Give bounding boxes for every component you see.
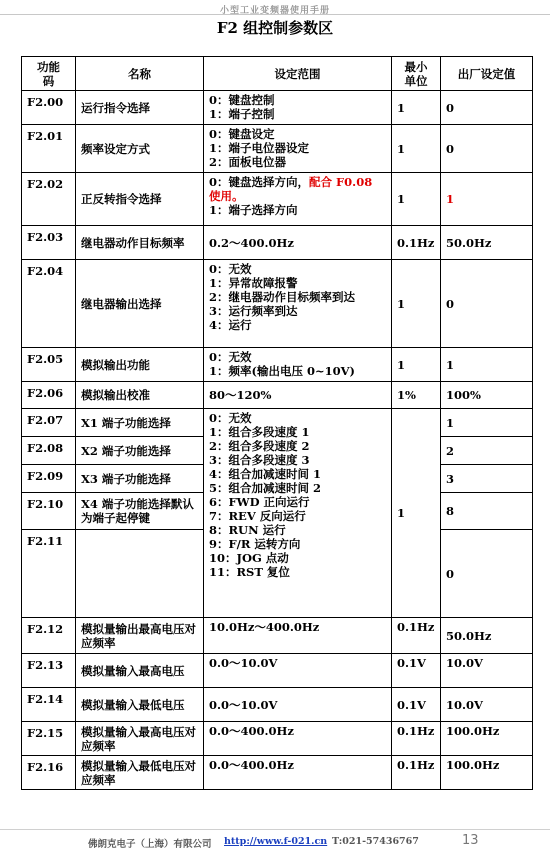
range-line: 2：继电器动作目标频率到达	[209, 290, 356, 304]
col-header-code	[22, 57, 76, 91]
row-code: F2.04	[22, 260, 76, 348]
row-range	[204, 91, 392, 125]
range-line: 0：无效	[209, 411, 252, 425]
table-row	[22, 382, 533, 409]
row-range	[204, 382, 392, 409]
row-code: F2.12	[22, 618, 76, 654]
row-code: F2.10	[22, 493, 76, 530]
range-line: 0.2～400.0Hz	[209, 235, 294, 250]
row-name: 模拟输出功能	[76, 348, 204, 382]
range-line: 10：JOG 点动	[209, 551, 289, 565]
row-range	[204, 688, 392, 722]
row-default: 10.0V	[441, 654, 533, 688]
page-number: 13	[462, 833, 479, 848]
row-name: 模拟量输入最高电压对应频率	[76, 722, 204, 756]
table-row	[22, 348, 533, 382]
col-header-default: 出厂设定值	[441, 57, 533, 91]
row-unit: 1	[392, 91, 441, 125]
row-default: 10.0V	[441, 688, 533, 722]
x-terminal-range	[204, 409, 392, 618]
range-line: 1：端子控制	[209, 107, 275, 121]
range-line: 7：REV 反向运行	[209, 509, 306, 523]
row-name: 模拟输出校准	[76, 382, 204, 409]
table-row	[22, 722, 533, 756]
row-unit: 0.1Hz	[392, 618, 441, 654]
row-default: 0	[441, 530, 533, 618]
col-header-unit-text: 最小单位	[404, 59, 428, 88]
row-code: F2.14	[22, 688, 76, 722]
range-line: 9：F/R 运转方向	[209, 537, 301, 551]
range-line: 1：频率(输出电压 0~10V)	[209, 364, 355, 378]
row-range	[204, 260, 392, 348]
table-header-row	[22, 57, 533, 91]
row-code: F2.00	[22, 91, 76, 125]
row-code: F2.09	[22, 465, 76, 493]
row-name: 正反转指令选择	[76, 173, 204, 226]
range-line: 0.0～400.0Hz	[209, 758, 294, 772]
range-line: 0.0～400.0Hz	[209, 724, 294, 738]
row-code: F2.02	[22, 173, 76, 226]
row-default: 50.0Hz	[441, 226, 533, 260]
range-line: 4：运行	[209, 318, 252, 332]
range-text: 0：键盘选择方向，	[209, 175, 310, 189]
table-row	[22, 260, 533, 348]
row-code: F2.01	[22, 125, 76, 173]
row-range	[204, 654, 392, 688]
row-default: 8	[441, 493, 533, 530]
range-line: 0.0～10.0V	[209, 697, 278, 712]
row-default: 1	[441, 173, 533, 226]
row-name: X1 端子功能选择	[76, 409, 204, 437]
row-default: 3	[441, 465, 533, 493]
range-line: 0：键盘控制	[209, 93, 275, 107]
range-line: 1：端子电位器设定	[209, 141, 310, 155]
row-default: 50.0Hz	[441, 618, 533, 654]
x-terminal-unit: 1	[392, 409, 441, 618]
row-name	[76, 530, 204, 618]
range-line: 使用。	[209, 189, 244, 203]
range-line: 80～120%	[209, 388, 272, 402]
table-row	[22, 618, 533, 654]
row-code: F2.15	[22, 722, 76, 756]
row-name: 频率设定方式	[76, 125, 204, 173]
row-default: 100.0Hz	[441, 722, 533, 756]
row-name: 继电器动作目标频率	[76, 226, 204, 260]
row-default: 1	[441, 409, 533, 437]
table-row	[22, 688, 533, 722]
row-unit: 1	[392, 125, 441, 173]
parameter-table	[21, 56, 533, 790]
row-name: X4 端子功能选择默认为端子起停键	[76, 493, 204, 530]
range-line: 4：组合加减速时间 1	[209, 467, 322, 481]
running-header: 小型工业变频器使用手册	[219, 6, 330, 16]
row-code: F2.03	[22, 226, 76, 260]
row-name: 模拟量输入最低电压对应频率	[76, 756, 204, 790]
row-default: 100%	[441, 382, 533, 409]
range-line: 3：组合多段速度 3	[209, 453, 310, 467]
row-name: 继电器输出选择	[76, 260, 204, 348]
range-line: 3：运行频率到达	[209, 304, 298, 318]
range-line: 6：FWD 正向运行	[209, 495, 310, 509]
range-red-note: 配合 F0.08	[309, 175, 373, 189]
row-name: X2 端子功能选择	[76, 437, 204, 465]
section-title: F2 组控制参数区	[216, 19, 334, 37]
row-unit: 1	[392, 348, 441, 382]
range-line: 0.0～10.0V	[209, 656, 278, 670]
row-range	[204, 722, 392, 756]
row-code: F2.08	[22, 437, 76, 465]
row-name: 模拟量输出最高电压对应频率	[76, 618, 204, 654]
row-unit: 0.1V	[392, 688, 441, 722]
range-line: 11：RST 复位	[209, 565, 290, 579]
footer-url-link[interactable]: http://www.f-021.cn	[224, 836, 328, 847]
row-range	[204, 348, 392, 382]
row-default: 2	[441, 437, 533, 465]
table-row	[22, 91, 533, 125]
row-code: F2.05	[22, 348, 76, 382]
row-name: 模拟量输入最高电压	[76, 654, 204, 688]
header-rule	[0, 14, 550, 15]
range-line: 1：组合多段速度 1	[209, 425, 310, 439]
row-unit: 0.1V	[392, 654, 441, 688]
footer-rule	[0, 829, 550, 830]
row-name: X3 端子功能选择	[76, 465, 204, 493]
range-line: 1：端子选择方向	[209, 203, 298, 217]
col-header-range: 设定范围	[204, 57, 392, 91]
row-code: F2.16	[22, 756, 76, 790]
row-code: F2.11	[22, 530, 76, 618]
row-code: F2.06	[22, 382, 76, 409]
range-line: 2：面板电位器	[209, 155, 287, 169]
row-unit: 1	[392, 173, 441, 226]
col-header-unit	[392, 57, 441, 91]
row-range	[204, 226, 392, 260]
row-unit: 1%	[392, 382, 441, 409]
row-range	[204, 756, 392, 790]
table-row	[22, 756, 533, 790]
range-line: 0：无效	[209, 350, 252, 364]
col-header-name: 名称	[76, 57, 204, 91]
table-row	[22, 409, 533, 437]
range-line: 0：无效	[209, 262, 252, 276]
row-unit: 0.1Hz	[392, 722, 441, 756]
row-unit: 1	[392, 260, 441, 348]
row-code: F2.13	[22, 654, 76, 688]
range-line: 0：键盘设定	[209, 127, 275, 141]
range-line: 2：组合多段速度 2	[209, 439, 310, 453]
row-code: F2.07	[22, 409, 76, 437]
row-default: 1	[441, 348, 533, 382]
table-row	[22, 654, 533, 688]
range-line: 1：异常故障报警	[209, 276, 298, 290]
table-row	[22, 173, 533, 226]
row-range	[204, 173, 392, 226]
row-name: 运行指令选择	[76, 91, 204, 125]
range-line	[209, 175, 386, 189]
row-name: 模拟量输入最低电压	[76, 688, 204, 722]
row-default: 0	[441, 91, 533, 125]
range-line: 8：RUN 运行	[209, 523, 286, 537]
table-row	[22, 125, 533, 173]
row-unit: 0.1Hz	[392, 756, 441, 790]
row-range	[204, 618, 392, 654]
row-unit: 0.1Hz	[392, 226, 441, 260]
row-default: 100.0Hz	[441, 756, 533, 790]
table-row	[22, 226, 533, 260]
range-line: 10.0Hz～400.0Hz	[209, 620, 320, 634]
page-footer	[0, 833, 550, 850]
row-range	[204, 125, 392, 173]
row-default: 0	[441, 260, 533, 348]
col-header-code-text: 功能码	[37, 59, 60, 88]
row-default: 0	[441, 125, 533, 173]
footer-tel: T:021-57436767	[332, 836, 419, 847]
range-line: 5：组合加减速时间 2	[209, 481, 322, 495]
footer-company: 佛朗克电子（上海）有限公司	[88, 839, 212, 850]
